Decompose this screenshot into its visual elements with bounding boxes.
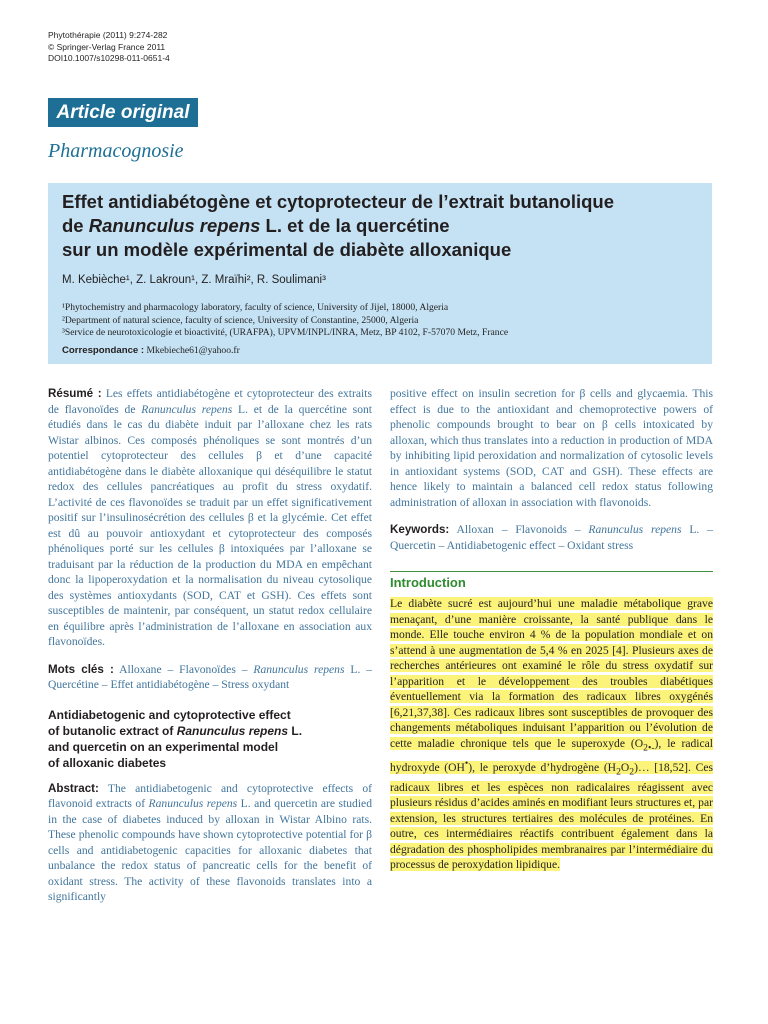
highlighted-text: Le diabète sucré est aujourd’hui une maladie métabolique grave menaçant, d’une manière croissante, la santé publique dans le monde. Elle touche environ 4 % de la population mondiale et on s’attend à une augmentation de 5,4 % en 2025 [4]. Plusieurs axes de recherches antérieures ont examiné le rôle du stress oxydatif sur l’apparition et le développement des troubles diabétiques éventuellement via la formation des radicaux libres oxygénés [6,21,37,38]. Ces radicaux libres sont susceptibles de provoquer des changements métaboliques induisant l’apparition ou l’évolution de cette maladie chronique tels que le superoxyde $(O_{2•-})$, le radical hydroxyde (OH•), le peroxyde d’hydrogène $(H_2O_2)\dots$ [18,52]. Ces radicaux libres et les espèces non radicalaires réagissent avec plusieurs résidus d’acides aminés en modifiant leurs structures et, par extension, les structures tertiaires des molécules de protéines. En outre, ces intermédiaires réactifs contribuent également dans la dégradation des phospholipides membranaires par l’intermédiaire du processus de peroxydation lipidique. (390, 597, 714, 872)
abstract-continued: positive effect on insulin secretion for β cells and glycaemia. This effect is due to the antioxidant and chemoprotective powers of phenolic compounds brought to bear on β cells intoxicated by alloxan, which thus translates into a reduction in production of MDA by inhibiting lipid peroxidation and normalization of cytosolic levels in antioxidant systems (SOD, CAT and GSH). These effects are hence likely to maintain a balanced cell redox status following administration of alloxan in association with flavonoids. (390, 387, 713, 509)
keywords-label: Keywords: (390, 523, 450, 536)
introduction-paragraph (390, 596, 713, 873)
abstract-paragraph: Abstract: The antidiabetogenic and cytoprotective effects of flavonoid extracts of Ranunculus repens L. and quercetin are studied in the case of diabetes induced by alloxan in Wistar Albino rats. These phenolic compounds have shown cytoprotective potential for β cells and antidiabetogenic capacities for alloxanic diabetes that unbalance the redox status of pancreatic cells for the benefit of oxidant stress. The activity of these flavonoids translates into a significantly (48, 781, 372, 903)
copyright: © Springer-Verlag France 2011 (48, 41, 166, 52)
correspondence-label: Correspondance : (62, 345, 145, 356)
resume-label: Résumé : (48, 387, 102, 400)
article-type-badge: Article original (48, 98, 198, 127)
mots-cles-label: Mots clés : (48, 662, 114, 676)
affiliations (62, 302, 508, 340)
correspondence-email[interactable]: Mkebieche61@yahoo.fr (146, 345, 240, 356)
mots-cles-paragraph: Mots clés : Alloxane – Flavonoïdes – Ranunculus repens L. – Quercétine – Effet antidiabétogène – Stress oxydant (48, 662, 373, 691)
left-column (48, 386, 372, 905)
resume-paragraph: Résumé : Les effets antidiabétogène et cytoprotecteur des extraits de flavonoïdes de Ranunculus repens L. et de la quercétine sont étudiés dans le cas du diabète induit par l’alloxane chez les rats Wistar albinos. Ces composés phénoliques se sont montrés d’un potentiel cytoprotecteur des cellules β et d’une capacité antidiabétogène dans le diabète alloxanique qui déséquilibre le statut redox des cellules pancréatiques au profit du stress oxydatif. L’activité de ces flavonoïdes se traduit par un effet significativement positif sur l’insulinosécrétion des cellules β et la glycémie. Cet effet est dû au pouvoir antioxydant et cytoprotecteur des composés phénoliques porté sur les cellules β intoxiquées par l’alloxane se traduisant par la réduction de la production du MDA en empêchant donc la lipoperoxydation et la normalisation du niveau cytosolique des systèmes antioxydants (SOD, CAT et GSH). Ces effets sont susceptibles de maintenir, par conséquent, un statut redox cellulaire en équilibre après l’administration de l’alloxane en association aux flavonoïdes. (48, 387, 373, 648)
section-name: Pharmacognosie (48, 140, 184, 162)
keywords-paragraph: Keywords: Alloxan – Flavonoids – Ranunculus repens L. – Quercetin – Antidiabetogenic effect – Oxidant stress (390, 523, 713, 552)
article-title (62, 190, 702, 262)
doi: DOI10.1007/s10298-011-0651-4 (48, 53, 170, 63)
title-line-1: Effet antidiabétogène et cytoprotecteur de l’extrait butanolique (62, 191, 614, 212)
affiliation-1: ¹Phytochemistry and pharmacology laboratory, faculty of science, University of Jijel, 18000, Algeria (62, 302, 449, 313)
affiliation-2: ²Department of natural science, faculty of science, University of Constantine, 25000, Algeria (62, 314, 419, 326)
introduction-heading: Introduction (390, 571, 713, 590)
english-title: Antidiabetogenic and cytoprotective effect of butanolic extract of Ranunculus repens L. and quercetin on an experimental model of alloxanic diabetes (48, 707, 303, 770)
abstract-label: Abstract: (48, 781, 99, 795)
authors: M. Kebièche¹, Z. Lakroun¹, Z. Mraïhi², R. Soulimani³ (62, 274, 326, 286)
journal-meta (48, 30, 170, 65)
right-column (390, 386, 713, 873)
title-line-3: sur un modèle expérimental de diabète alloxanique (62, 239, 512, 260)
journal-citation: Phytothérapie (2011) 9:274-282 (48, 30, 168, 40)
title-line-2: de Ranunculus repens L. et de la quercétine (62, 215, 450, 236)
correspondence (62, 345, 240, 356)
affiliation-3: ³Service de neurotoxicologie et bioactivité, (URAFPA), UPVM/INPL/INRA, Metz, BP 4102, F-57070 Metz, France (62, 327, 509, 338)
